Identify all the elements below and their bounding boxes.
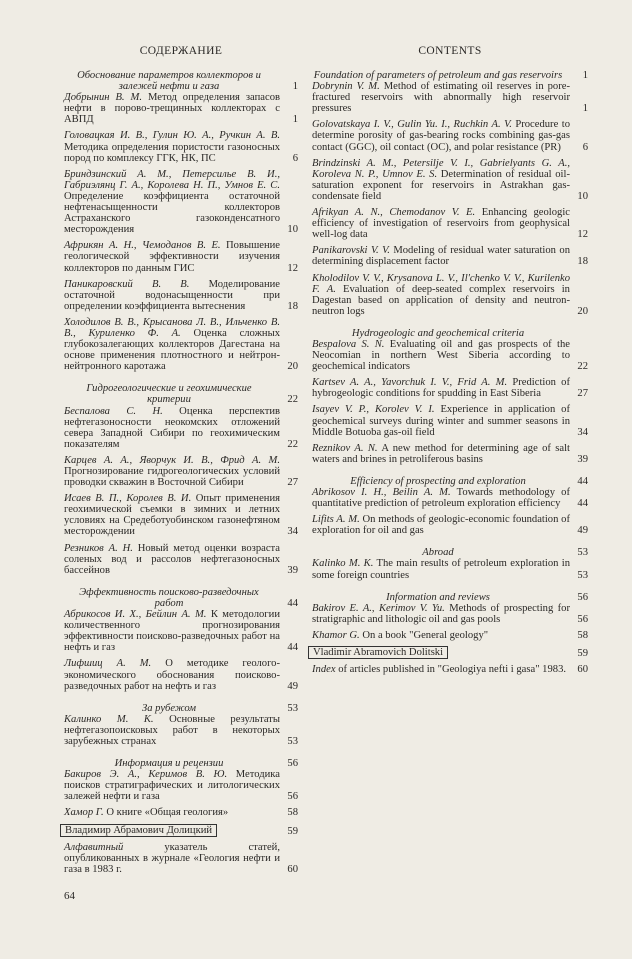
toc-entry: [64, 406, 298, 450]
entry-title: Владимир Абрамович Долицкий: [60, 824, 217, 837]
toc-entry: [64, 240, 298, 273]
entry-author: Index: [312, 664, 336, 676]
page-ref: 12: [577, 229, 588, 241]
entry-title: Оценка перспектив нефтегазоносности неокомских отложений севера Западной Сибири по геохимическим показателям: [64, 405, 280, 450]
page-ref: 56: [287, 758, 298, 770]
toc-section: [312, 70, 588, 81]
entry-title: Повышение геологической эффективности изучения коллекторов по данным ГИС: [64, 240, 280, 274]
page-ref: 49: [287, 680, 298, 692]
entry-author: Холодилов В. В., Крысанова Л. В., Ильченко В. В., Куриленко Ф. А.: [64, 316, 280, 339]
entry-author: Dobrynin V. M.: [312, 81, 380, 93]
section-title: Information and reviews: [386, 591, 490, 603]
page-ref: 39: [577, 453, 588, 465]
entry-author: Kalinko M. K.: [312, 558, 374, 570]
entry-title: The main results of petroleum exploration in some foreign countries: [312, 558, 570, 581]
spacer: [312, 581, 588, 586]
toc-heading-ru: СОДЕРЖАНИЕ: [139, 45, 223, 57]
section-title: Hydrogeologic and geochemical criteria: [351, 327, 525, 339]
entry-title: Моделирование остаточной водонасыщенности при определении коэффициента вытеснения: [64, 278, 280, 312]
entry-title: Прогнозирование гидрогеологических условий проводки скважин в Восточной Сибири: [64, 466, 280, 489]
page-ref: 6: [292, 152, 298, 164]
toc-entry: [312, 273, 588, 317]
toc-entry: [312, 81, 588, 114]
entry-title: Оценка сложных глубокозалегающих коллекторов Дагестана на основе применения плотностного и нейтрон-нейтронного каротажа: [64, 327, 280, 373]
entry-author: Паникаровский В. В.: [64, 278, 190, 290]
page-ref: 22: [287, 394, 298, 406]
entry-title: Modeling of residual water saturation on determining displacement factor: [312, 245, 570, 268]
page-ref: 20: [577, 305, 588, 317]
entry-title: О методике геолого-экономического обоснования поисково-разведочных работ на нефть и газ: [64, 658, 280, 692]
page-ref: 27: [577, 388, 588, 400]
page-ref: 53: [577, 547, 588, 559]
page-ref: 34: [577, 426, 588, 438]
entry-title: Experience in application of geochemical surveys during winter and summer seasons in Middle Botuoba gas-oil field: [312, 404, 571, 438]
toc-entry: [64, 842, 298, 875]
spacer: [64, 372, 298, 377]
page-ref: 6: [582, 141, 588, 153]
entry-title: Evaluating oil and gas prospects of the Neocomian in northern West Siberia according to geochemical indicators: [312, 338, 570, 373]
toc-section: [64, 758, 298, 769]
toc-entry: [312, 630, 588, 641]
page-ref: 12: [287, 262, 298, 274]
page-ref: 53: [287, 735, 298, 747]
entry-author: Беспалова С. Н.: [64, 405, 163, 417]
page-ref: 44: [577, 475, 588, 487]
section-title: Гидрогеологические и геохимические критерии: [86, 383, 252, 406]
entry-author: Добрынин В. М.: [64, 92, 143, 104]
entry-author: Golovatskaya I. V., Gulin Yu. I., Ruchkin A. V.: [312, 119, 512, 131]
page-ref: 58: [287, 807, 298, 819]
page-ref: 44: [287, 597, 298, 609]
entry-author: Головацкая И. В., Гулин Ю. А., Ручкин А. В.: [64, 130, 280, 142]
toc-section: [64, 703, 298, 714]
page-ref: 59: [287, 825, 298, 837]
page-ref: 56: [577, 591, 588, 603]
page-ref: 1: [292, 81, 298, 93]
toc-entry: [312, 487, 588, 509]
entry-author: Khamor G.: [312, 629, 360, 641]
entry-title: Vladimir Abramovich Dolitski: [308, 646, 448, 659]
toc-entry: [64, 279, 298, 312]
spacer: [312, 675, 588, 680]
spacer: [64, 576, 298, 581]
toc-entry: [312, 514, 588, 536]
entry-title: Determination of residual oil-saturation exponent for reservoirs in Astrakhan gas-condensate field: [312, 168, 570, 202]
toc-entry: [64, 455, 298, 488]
entry-title: Методика определения пористости газоносных пород по комплексу ГГК, НК, ПС: [64, 141, 280, 164]
toc-entry: [312, 207, 588, 240]
entry-author: Reznikov A. N.: [312, 442, 378, 454]
spacer: [312, 317, 588, 322]
toc-entry: [64, 317, 298, 372]
page-ref: 22: [577, 361, 588, 373]
toc-entry-boxed: [64, 824, 298, 837]
entry-author: Лифшиц А. М.: [64, 658, 152, 670]
page-ref: 39: [287, 564, 298, 576]
toc-entry: [64, 658, 298, 691]
page-ref: 58: [577, 629, 588, 641]
entry-author: Bakirov E. A., Kerimov V. Yu.: [312, 602, 445, 614]
section-title: Эффективность поисково-разведочных работ: [79, 586, 259, 609]
entry-title: Method of estimating oil reserves in pore-fractured reservoirs with abnormally high reservoir pressures: [312, 81, 570, 115]
entry-author: Lifits A. M.: [312, 514, 360, 526]
entry-author: Калинко М. К.: [64, 713, 154, 725]
entry-title: Основные результаты нефтегазопоисковых работ в некоторых зарубежных странах: [64, 713, 280, 747]
entry-author: Бриндзинский А. М., Петерсилье В. И., Габриэлянц Г. А., Королева Н. П., Умнов Е. С.: [64, 168, 280, 191]
page-ref: 22: [287, 438, 298, 450]
toc-section: [312, 547, 588, 558]
entry-title: Опыт применения геохимической съемки в зимних и летних условиях на Средеботуобинском газонефтяном месторождении: [64, 493, 280, 538]
entry-author: Хамор Г.: [64, 807, 104, 819]
page-ref: 20: [287, 361, 298, 373]
toc-entry: [64, 609, 298, 653]
spacer: [64, 747, 298, 752]
entry-title: A new method for determining age of salt waters and brines in petroliferous basins: [312, 442, 570, 465]
entry-title: of articles published in "Geologiya nefti i gasa" 1983.: [338, 664, 567, 676]
entry-title: On a book "General geology": [362, 629, 489, 641]
entry-title: указатель статей, опубликованных в журнале «Геология нефти и газа в 1983 г.: [64, 841, 280, 875]
entry-author: Abrikosov I. H., Beilin A. M.: [312, 487, 451, 498]
page-ref: 44: [287, 642, 298, 654]
toc-list-en: [312, 70, 588, 680]
entry-title: Enhancing geologic efficiency of investigation of reservoirs from geophysical well-log data: [312, 207, 570, 241]
entry-title: Evaluation of deep-seated complex reservoirs in Dagestan based on application of density and neutron-neutron logs: [312, 283, 570, 317]
entry-author: Исаев В. П., Королев В. И.: [64, 493, 192, 505]
page-ref: 56: [287, 791, 298, 803]
page-ref: 49: [577, 525, 588, 537]
entry-author: Brindzinski A. M., Petersilje V. I., Gabrielyants G. A., Koroleva N. P., Umnov E. S.: [312, 157, 570, 180]
entry-author: Afrikyan A. N., Chemodanov V. E.: [312, 207, 476, 219]
toc-entry: [64, 714, 298, 747]
toc-section: [312, 328, 588, 339]
toc-entry: [312, 119, 588, 152]
toc-entry: [312, 443, 588, 465]
toc-entry: [312, 245, 588, 267]
entry-author: Алфавитный: [64, 841, 124, 853]
toc-heading-en: CONTENTS: [418, 45, 482, 57]
toc-entry: [312, 664, 588, 675]
entry-author: Бакиров Э. А., Керимов В. Ю.: [64, 769, 228, 781]
page-ref: 53: [287, 702, 298, 714]
section-title: Информация и рецензии: [114, 758, 224, 770]
toc-list-ru: [64, 70, 298, 880]
spacer: [64, 875, 298, 880]
page-ref: 60: [287, 863, 298, 875]
section-title: Обоснование параметров коллекторов и залежей нефти и газа: [77, 70, 261, 93]
entry-title: Новый метод оценки возраста соленых вод и рассолов нефтегазоносных бассейнов: [64, 542, 280, 576]
spacer: [312, 536, 588, 541]
section-title: За рубежом: [141, 702, 197, 714]
toc-entry: [312, 558, 588, 580]
page-ref: 60: [577, 664, 588, 676]
page-ref: 10: [287, 224, 298, 236]
page-ref: 59: [577, 648, 588, 660]
page-number: 64: [64, 890, 75, 902]
toc-section: [312, 476, 588, 487]
toc-entry: [64, 130, 298, 163]
entry-author: Резников А. Н.: [64, 542, 133, 554]
section-title: Foundation of parameters of petroleum and gas reservoirs: [313, 70, 563, 81]
toc-english: [312, 38, 588, 680]
toc-section: [64, 587, 298, 609]
page-ref: 56: [577, 613, 588, 625]
toc-section: [64, 70, 298, 92]
entry-title: К методологии количественного прогнозирования эффективности поисково-разведочных работ на нефть и газ: [64, 609, 280, 654]
entry-title: Метод определения запасов нефти в порово-трещинных коллекторах с АВПД: [64, 92, 280, 126]
entry-author: Kholodilov V. V., Krysanova L. V., Il'chenko V. V., Kurilenko F. A.: [312, 272, 570, 295]
toc-entry: [312, 603, 588, 625]
toc-entry: [64, 493, 298, 537]
entry-author: Африкян А. Н., Чемоданов В. Е.: [64, 240, 221, 252]
toc-russian: [64, 38, 298, 880]
toc-entry: [312, 377, 588, 399]
page-ref: 34: [287, 526, 298, 538]
spacer: [64, 692, 298, 697]
toc-entry: [64, 169, 298, 236]
page-ref: 44: [577, 498, 588, 510]
section-title: Abroad: [422, 547, 454, 559]
page-ref: 1: [292, 114, 298, 126]
entry-title: Methods of prospecting for stratigraphic and lithologic oil and gas pools: [312, 602, 570, 625]
entry-title: Prediction of hybrogeologic conditions for spudding in East Siberia: [312, 377, 570, 400]
page-ref: 1: [582, 103, 588, 115]
toc-entry: [64, 769, 298, 802]
entry-author: Kartsev A. A., Yavorchuk I. V., Frid A. M.: [312, 377, 508, 389]
entry-title: On methods of geologic-economic foundation of exploration for oil and gas: [312, 514, 570, 537]
entry-author: Bespalova S. N.: [312, 338, 385, 350]
entry-title: Procedure to determine porosity of gas-bearing rocks combining gas-gas contact (GGC), oil contact (OC), and polar resistance (PR): [312, 119, 570, 153]
toc-entry: [64, 92, 298, 125]
entry-author: Isayev V. P., Korolev V. I.: [312, 404, 435, 416]
section-title: Efficiency of prospecting and exploration: [350, 475, 526, 487]
page-ref: 18: [287, 300, 298, 312]
entry-title: О книге «Общая геология»: [106, 807, 229, 819]
page-ref: 18: [577, 256, 588, 268]
toc-section: [64, 383, 298, 405]
toc-entry: [64, 807, 298, 818]
entry-title: Методика поисков стратиграфических и литологических залежей нефти и газа: [64, 769, 280, 803]
toc-entry: [312, 339, 588, 372]
entry-author: Panikarovski V. V.: [312, 245, 390, 257]
page-ref: 53: [577, 569, 588, 581]
toc-entry: [64, 543, 298, 576]
entry-author: Абрикосов И. Х., Бейлин А. М.: [64, 609, 207, 621]
entry-title: Towards methodology of quantitative prediction of petroleum exploration efficiency: [312, 487, 570, 510]
page-ref: 27: [287, 477, 298, 489]
toc-entry: [312, 158, 588, 202]
toc-section: [312, 592, 588, 603]
spacer: [312, 465, 588, 470]
page-ref: 1: [582, 70, 588, 81]
entry-title: Определение коэффициента остаточной нефтенасыщенности коллекторов Астраханского газоконденсатного месторождения: [64, 190, 280, 236]
entry-author: Карцев А. А., Яворчук И. В., Фрид А. М.: [64, 454, 280, 466]
toc-entry-boxed: [312, 646, 588, 659]
page-ref: 10: [577, 190, 588, 202]
toc-entry: [312, 404, 588, 437]
